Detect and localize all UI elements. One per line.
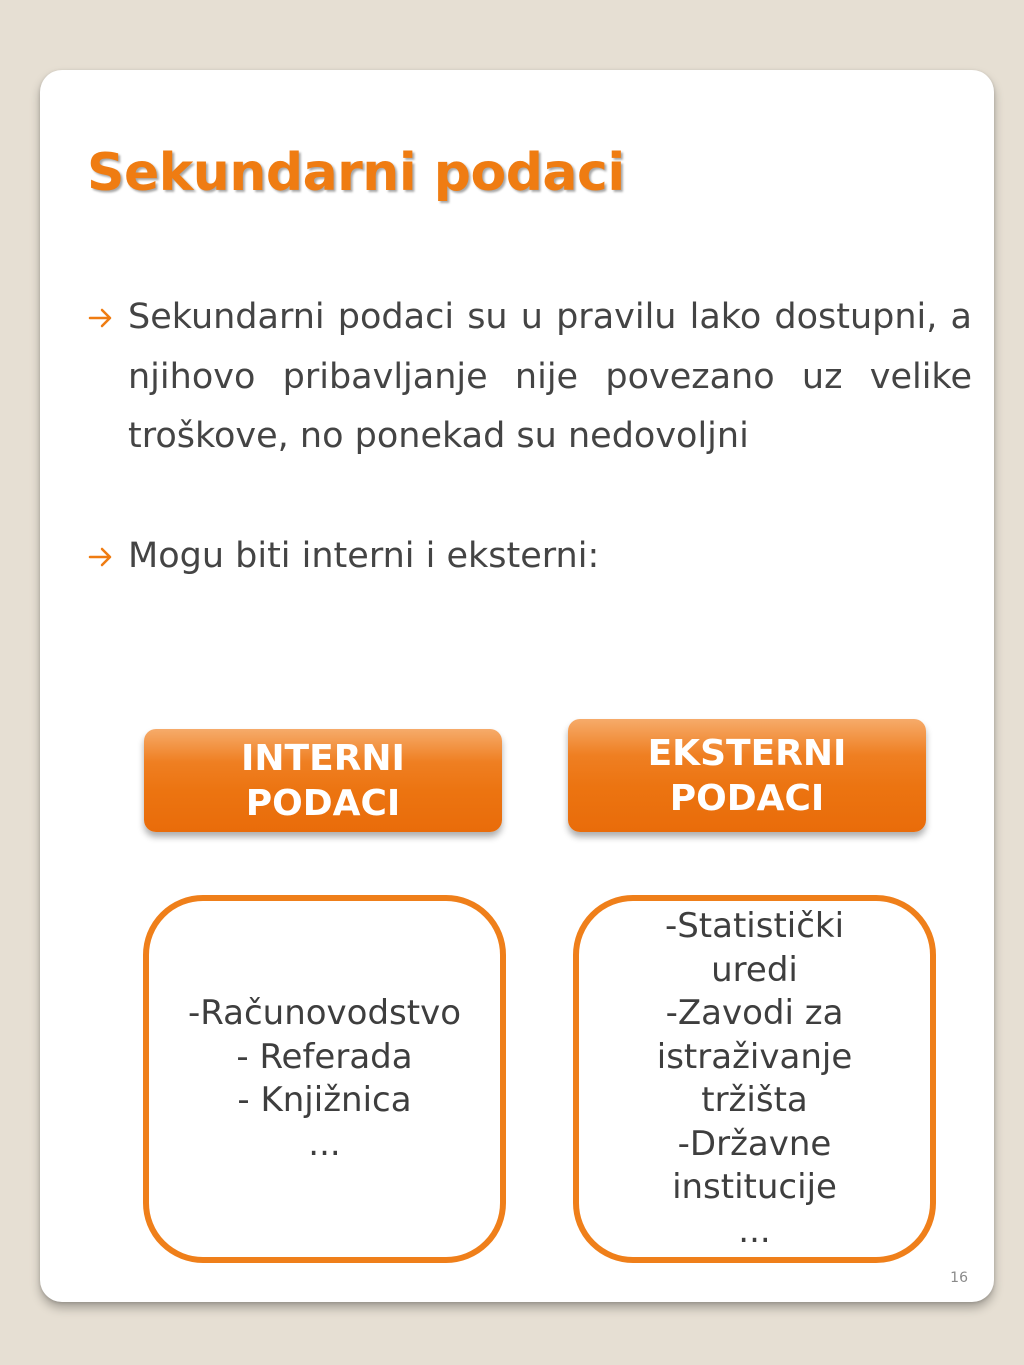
internal-data-heading: [144, 729, 502, 832]
slide-title: Sekundarni podaci: [87, 143, 625, 203]
internal-data-items: -Računovodstvo - Referada - Knjižnica ...: [187, 993, 462, 1164]
page-number: 16: [950, 1270, 968, 1286]
external-data-box: [573, 895, 936, 1263]
bullet-item: [88, 527, 972, 587]
arrow-right-icon: [88, 307, 114, 329]
internal-data-label: INTERNI PODACI: [241, 737, 405, 824]
external-data-label: EKSTERNI PODACI: [647, 732, 847, 819]
slide: [40, 70, 994, 1302]
bullet-list: [88, 288, 972, 586]
bullet-text: Mogu biti interni i eksterni:: [128, 535, 600, 576]
bullet-text: Sekundarni podaci su u pravilu lako dostupni, a njihovo pribavljanje nije povezano uz velike troškove, no ponekad su nedovoljni: [128, 297, 972, 456]
external-data-heading: [568, 719, 926, 832]
bullet-item: [88, 288, 972, 467]
arrow-right-icon: [88, 546, 114, 568]
external-data-items: -Statistički uredi -Zavodi za istraživanje tržišta -Državne institucije ...: [656, 906, 853, 1251]
internal-data-box: [143, 895, 506, 1263]
